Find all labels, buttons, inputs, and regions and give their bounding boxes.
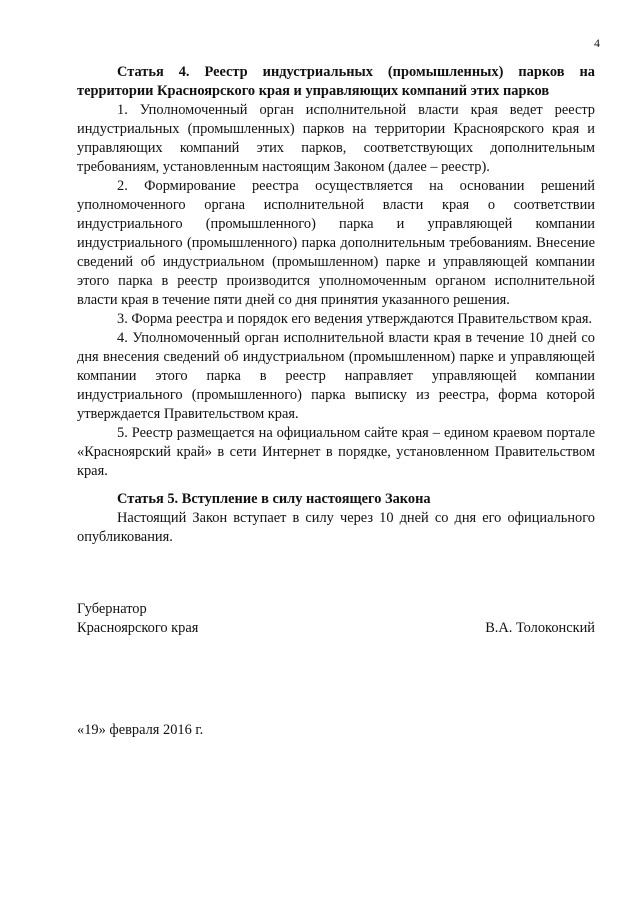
- article-4-heading-line1: Статья 4. Реестр индустриальных (промышленных) парков на: [117, 64, 595, 80]
- signatory-title-line1: Губернатор: [77, 601, 147, 617]
- article-5-paragraph: Настоящий Закон вступает в силу через 10 дней со дня его официального опубликования.: [77, 510, 595, 545]
- article-4-paragraph-3: 3. Форма реестра и порядок его ведения утверждаются Правительством края.: [117, 311, 593, 327]
- article-4-paragraph-5: 5. Реестр размещается на официальном сайте края – едином краевом портале «Красноярский край» в сети Интернет в порядке, установленном Правительством края.: [77, 425, 595, 479]
- signatory-title-line2: Красноярского края: [77, 620, 199, 636]
- article-4-paragraph-4: 4. Уполномоченный орган исполнительной власти края в течение 10 дней со дня внесения сведений об индустриальном (промышленном) парке и управляющей компании этого парка в реестр направляет управляющей компании индустриального (промышленного) парка выписку из реестра, форма которой утверждается Правительством края.: [77, 330, 595, 422]
- article-4-paragraph-2: 2. Формирование реестра осуществляется на основании решений уполномоченного органа исполнительной власти края о соответствии индустриального (промышленного) парка и управляющей компании индустриального (промышленного) парка дополнительным требованиям. Внесение сведений об индустриальном (промышленном) парке и управляющей компании этого парка в реестр производится уполномоченным органом исполнительной власти края в течение пяти дней со дня принятия указанного решения.: [77, 178, 595, 308]
- article-5: [77, 490, 595, 547]
- article-4-heading-line2: территории Красноярского края и управляющих компаний этих парков: [77, 83, 550, 99]
- article-4-paragraph-1: 1. Уполномоченный орган исполнительной власти края ведет реестр индустриальных (промышленных) парков на территории Красноярского края и управляющих компаний этих парков, соответствующих дополнительным требованиям, установленным настоящим Законом (далее – реестр).: [77, 102, 595, 175]
- signatory-title: [77, 600, 198, 638]
- signing-date: «19» февраля 2016 г.: [77, 722, 204, 738]
- article-5-heading: Статья 5. Вступление в силу настоящего Закона: [117, 491, 431, 507]
- article-4-heading: [77, 63, 595, 101]
- page-number: 4: [594, 36, 600, 50]
- signatory-name: В.А. Толоконский: [485, 620, 595, 636]
- signature-block: [77, 600, 595, 638]
- article-4: [77, 63, 595, 481]
